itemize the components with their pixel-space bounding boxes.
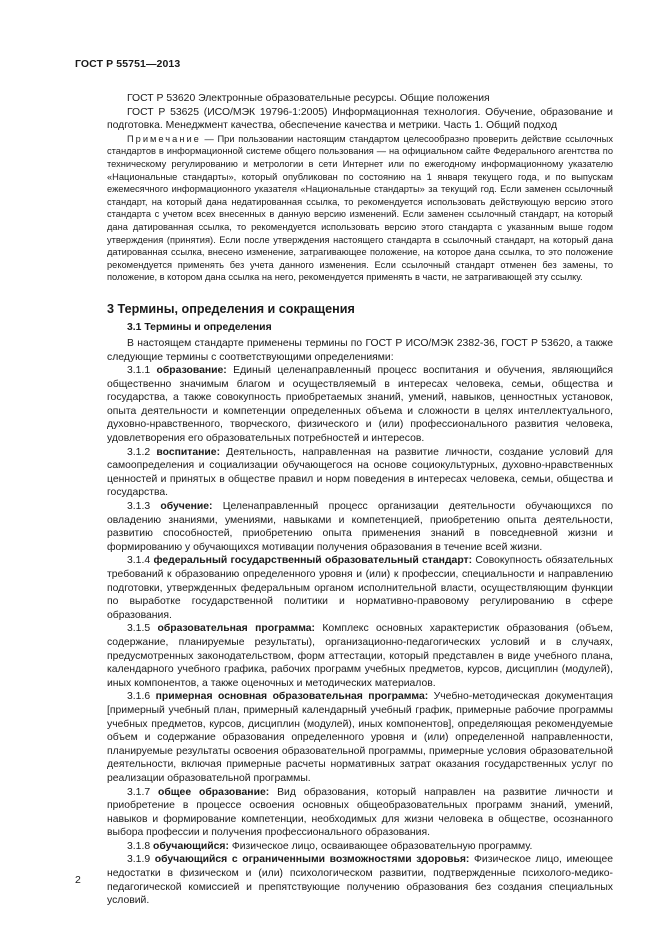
term-name: образовательная программа: [157, 623, 315, 635]
term-3-1-3 [107, 500, 613, 554]
term-name: обучающийся: [153, 840, 229, 852]
term-3-1-7 [107, 786, 613, 840]
term-name: обучающийся с ограниченными возможностями здоровья: [154, 854, 470, 866]
term-number: 3.1.5 [127, 623, 158, 635]
document-id-header: ГОСТ Р 55751—2013 [75, 58, 181, 70]
term-definition: Целенаправленный процесс организации деятельности обучающихся по овладению знаниями, умениями, навыками и компетенцией, приобретению опыта деятельности, развитию способностей, приобретению опыта применения знаний в повседневной жизни и формированию у обучающихся мотивации получения образования в течение всей жизни. [107, 501, 613, 553]
term-name: общее образование: [158, 786, 270, 798]
term-definition: Учебно-методическая документация [примерный учебный план, примерный календарный учебный график, примерные рабочие программы учебных предметов, курсов, дисциплин (модулей), иных компонентов], определяющая рекомендуемые объем и содержание образования определенного уровня и (или) определенной направленности, планируемые результаты освоения образовательной программы, примерные условия образовательной деятельности, включая примерные расчеты нормативных затрат оказания государственных услуг по реализации образовательной программы. [107, 691, 613, 784]
term-definition: Единый целенаправленный процесс воспитания и обучения, являющийся общественно значимым благом и осуществляемый в интересах человека, семьи, общества и государства, а также совокупность приобретаемых знаний, умений, навыков, ценностных установок, опыта деятельности и компетенции определенных объема и сложности в целях интеллектуального, духовно-нравственного, творческого, физического и (или) профессионального развития человека, удовлетворения его образовательных потребностей и интересов. [107, 365, 613, 445]
term-definition: Вид образования, который направлен на развитие личности и приобретение в процессе освоения основных общеобразовательных программ знаний, умений, навыков и формирование компетенции, необходимых для жизни человека в обществе, осознанного выбора профессии и получения профессионального образования. [107, 786, 613, 839]
section-3-1-heading: 3.1 Термины и определения [127, 321, 272, 333]
term-number: 3.1.2 [127, 446, 157, 458]
page-content [107, 92, 613, 908]
term-3-1-2 [107, 446, 613, 500]
term-number: 3.1.1 [127, 365, 157, 377]
term-number: 3.1.3 [127, 501, 161, 513]
term-name: федеральный государственный образовательный стандарт: [153, 555, 473, 567]
note-text: При пользовании настоящим стандартом целесообразно проверить действие ссылочных стандартов в информационной системе общего пользования — на официальном сайте Федерального агентства по техническому регулированию и метрологии в сети Интернет или по ежегодному информационному указателю «Национальные стандарты», который опубликован по состоянию на 1 января текущего года, и по выпускам ежемесячного информационного указателя «Национальные стандарты» за текущий год. Если заменен ссылочный стандарт, на который дана недатированная ссылка, то рекомендуется использовать действующую версию этого стандарта с учетом всех внесенных в данную версию изменений. Если заменен ссылочный стандарт, на который дана датированная ссылка, то рекомендуется использовать версию этого стандарта с указанным выше годом утверждения (принятия). Если после утверждения настоящего стандарта в ссылочный стандарт, на который дана датированная ссылка, внесено изменение, затрагивающее положение, на которое дана ссылка, то это положение рекомендуется применять без учета данного изменения. Если ссылочный стандарт отменен без замены, то положение, в котором дана ссылка на него, рекомендуется применять в части, не затрагивающей эту ссылку. [107, 133, 613, 283]
term-definition: Физическое лицо, осваивающее образовательную программу. [228, 840, 533, 852]
note-dash: — [200, 133, 218, 144]
term-3-1-1 [107, 364, 613, 446]
term-3-1-5 [107, 622, 613, 690]
term-number: 3.1.6 [127, 691, 156, 703]
term-number: 3.1.7 [127, 786, 159, 798]
term-3-1-4 [107, 554, 613, 622]
term-name: обучение: [160, 501, 213, 513]
reference-gost-53625: ГОСТ Р 53625 (ИСО/МЭК 19796-1:2005) Информационная технология. Обучение, образование и подготовка. Менеджмент качества, обеспечение качества и метрики. Часть 1. Общий подход [107, 106, 613, 132]
term-name: образование: [156, 365, 227, 377]
term-3-1-6 [107, 690, 613, 785]
term-3-1-8 [107, 840, 613, 854]
note-paragraph [107, 133, 613, 284]
term-name: воспитание: [156, 446, 221, 458]
terms-intro: В настоящем стандарте применены термины по ГОСТ Р ИСО/МЭК 2382-36, ГОСТ Р 53620, а также следующие термины с соответствующими определениями: [107, 337, 613, 363]
term-number: 3.1.8 [127, 840, 153, 852]
section-3-heading: 3 Термины, определения и сокращения [107, 301, 355, 316]
term-number: 3.1.9 [127, 854, 155, 866]
term-definition: Физическое лицо, имеющее недостатки в физическом и (или) психологическом развитии, подтвержденные психолого-медико-педагогической комиссией и препятствующие получению образования без создания специальных условий. [107, 854, 614, 907]
term-definition: Совокупность обязательных требований к образованию определенного уровня и (или) к профессии, специальности и направлению подготовки, утвержденных федеральным органом исполнительной власти, осуществляющим функции по выработке государственной политики и нормативно-правовому регулированию в сфере образования. [107, 555, 613, 621]
term-definition: Комплекс основных характеристик образования (объем, содержание, планируемые результаты), организационно-педагогических условий и в случаях, предусмотренных законодательством, форм аттестации, который представлен в виде учебного плана, календарного учебного графика, рабочих программ учебных предметов, курсов, дисциплин (модулей), иных компонентов, а также оценочных и методических материалов. [107, 623, 613, 689]
reference-gost-53620: ГОСТ Р 53620 Электронные образовательные ресурсы. Общие положения [127, 93, 490, 104]
term-definition: Деятельность, направленная на развитие личности, создание условий для самоопределения и социализации обучающегося на основе социокультурных, духовно-нравственных ценностей и принятых в обществе правил и норм поведения в интересах человека, семьи, общества и государства. [107, 446, 614, 499]
page-number: 2 [75, 874, 81, 886]
term-number: 3.1.4 [127, 555, 154, 567]
term-name: примерная основная образовательная программа: [155, 691, 429, 703]
term-3-1-9 [107, 853, 613, 907]
note-label: Примечание [127, 133, 201, 144]
